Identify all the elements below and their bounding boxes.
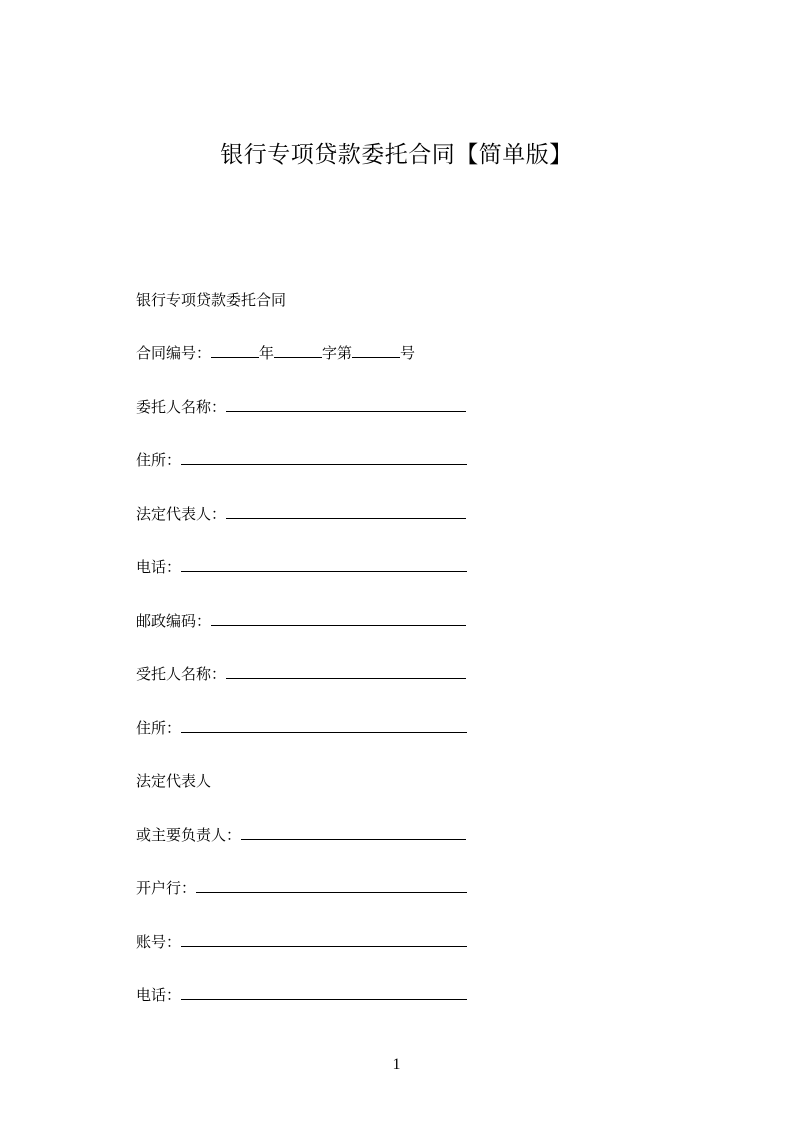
field-blank[interactable] <box>196 878 467 893</box>
field-blank[interactable] <box>226 504 466 519</box>
contract-char-blank[interactable] <box>274 343 322 358</box>
contract-year-blank[interactable] <box>211 343 259 358</box>
field-principal-postcode <box>136 610 466 632</box>
contract-number-line <box>136 342 415 364</box>
field-label: 电话： <box>136 986 182 1004</box>
contract-number-suffix: 号 <box>400 344 416 362</box>
field-blank[interactable] <box>241 825 466 840</box>
legal-rep-heading <box>136 770 211 792</box>
field-label: 委托人名称： <box>136 398 227 416</box>
field-blank[interactable] <box>181 557 467 572</box>
field-label: 或主要负责人： <box>136 826 242 844</box>
field-label: 电话： <box>136 558 182 576</box>
field-agent-account <box>136 931 467 953</box>
contract-number-blank[interactable] <box>352 343 400 358</box>
field-label: 受托人名称： <box>136 665 227 683</box>
field-agent-bank <box>136 877 467 899</box>
field-blank[interactable] <box>181 450 467 465</box>
page-number: 1 <box>392 1056 401 1073</box>
contract-number-label: 合同编号： <box>136 344 212 362</box>
contract-year-suffix: 年 <box>259 344 275 362</box>
field-principal-name <box>136 396 466 418</box>
field-blank[interactable] <box>226 397 466 412</box>
contract-char-suffix: 字第 <box>322 344 353 362</box>
field-agent-phone <box>136 984 467 1006</box>
field-label: 开户行： <box>136 879 197 897</box>
field-blank[interactable] <box>211 611 466 626</box>
field-agent-address <box>136 717 467 739</box>
field-blank[interactable] <box>181 718 467 733</box>
legal-rep-heading-text: 法定代表人 <box>136 772 212 790</box>
field-agent-name <box>136 663 466 685</box>
field-blank[interactable] <box>226 664 466 679</box>
field-blank[interactable] <box>181 985 467 1000</box>
field-label: 账号： <box>136 933 182 951</box>
contract-heading-text: 银行专项贷款委托合同 <box>136 291 287 309</box>
field-label: 法定代表人： <box>136 505 227 523</box>
contract-heading <box>136 289 286 311</box>
field-principal-phone <box>136 556 467 578</box>
field-principal-legal-rep <box>136 503 466 525</box>
field-label: 邮政编码： <box>136 612 212 630</box>
field-label: 住所： <box>136 451 182 469</box>
field-agent-responsible <box>136 824 466 846</box>
field-label: 住所： <box>136 719 182 737</box>
document-title: 银行专项贷款委托合同【简单版】 <box>220 142 573 168</box>
field-principal-address <box>136 449 467 471</box>
field-blank[interactable] <box>181 932 467 947</box>
